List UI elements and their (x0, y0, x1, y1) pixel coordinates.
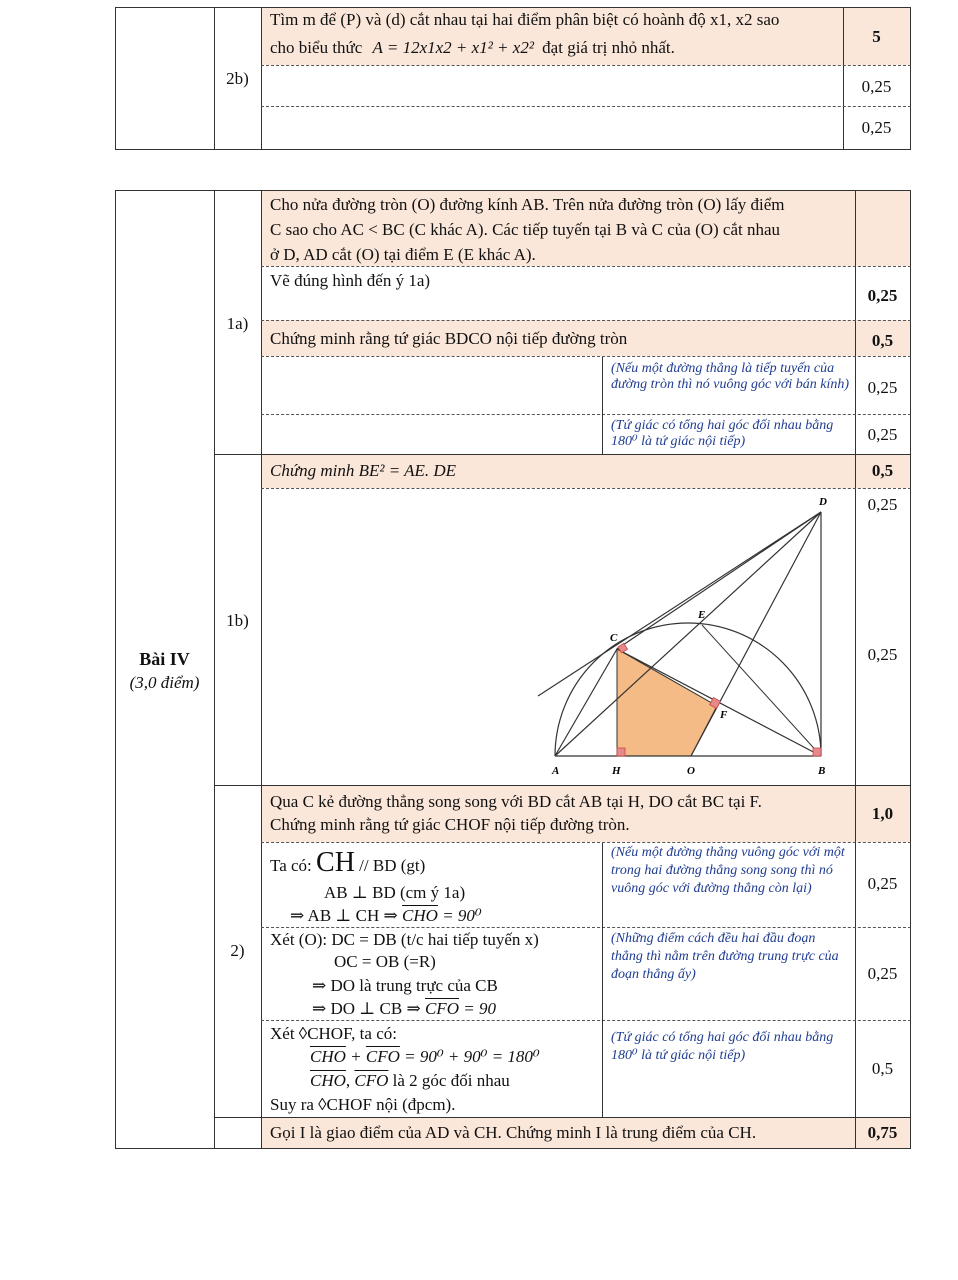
label-o: O (687, 765, 695, 777)
points-last: 0,75 (867, 1123, 898, 1142)
note-perpendicular-bisector: (Những điểm cách đều hai đầu đoạn thẳng thì nằm trên đường trung trực của đoạn thẳng ấy) (611, 931, 839, 982)
points-1b-step2: 0,25 (867, 645, 898, 664)
bai-iv-title: Bài IV (139, 649, 190, 669)
label-2b: 2b) (226, 69, 249, 88)
question-2b-line2: cho biểu thức A = 12x1x2 + x1² + x2² đạt giá trị nhỏ nhất. (270, 38, 675, 57)
geometry-figure (530, 490, 840, 782)
points-2b-step1: 0,25 (861, 77, 892, 96)
points-task-2: 1,0 (871, 804, 894, 823)
points-2b-step2: 0,25 (861, 118, 892, 137)
label-e: E (698, 609, 706, 621)
note-perpendicular-parallel: (Nếu một đường thẳng vuông góc với một trong hai đường thẳng song song thì nó vuông góc với đường thẳng còn lại) (611, 845, 845, 896)
label-d: D (819, 496, 827, 508)
step1-line3: ⇒ AB ⊥ CH ⇒ $\overline{CHO} = 90^0$ (290, 906, 482, 925)
task-draw-figure: Vẽ đúng hình đến ý 1a) (270, 271, 431, 290)
bai-iv-points: (3,0 điểm) (129, 673, 200, 692)
label-a: A (552, 765, 560, 777)
points-note1: 0,25 (867, 378, 898, 397)
task-last: Gọi I là giao điểm của AD và CH. Chứng minh I là trung điểm của CH. (270, 1123, 757, 1142)
note-cyclic-quadrilateral: (Tứ giác có tổng hai góc đối nhau bằng 180⁰ là tứ giác nội tiếp) (611, 418, 834, 449)
label-f: F (720, 709, 728, 721)
points-step1: 0,25 (867, 874, 898, 893)
points-prove-bdco: 0,5 (871, 331, 894, 350)
points-note2: 0,25 (867, 425, 898, 444)
step3-line1: Xét ◊CHOF, ta có: (270, 1024, 397, 1043)
step1-line2: AB ⊥ BD (cm ý 1a) (324, 883, 466, 902)
step3-line4: Suy ra ◊CHOF nội (đpcm). (270, 1095, 456, 1114)
points-draw: 0,25 (867, 286, 898, 305)
label-b: B (818, 765, 826, 777)
points-step3: 0,5 (871, 1059, 894, 1078)
intro-line-1: Cho nửa đường tròn (O) đường kính AB. Trên nửa đường tròn (O) lấy điểm (270, 195, 785, 214)
step2-line2: OC = OB (=R) (334, 952, 436, 971)
step3-line3: $\overline{CHO}$, $\overline{CFO}$ là 2 góc đối nhau (310, 1071, 510, 1090)
points-step2: 0,25 (867, 964, 898, 983)
points-2b-total: 5 (872, 27, 881, 46)
label-2: 2) (230, 941, 245, 960)
intro-line-2: C sao cho AC < BC (C khác A). Các tiếp tuyến tại B và C của (O) cắt nhau (270, 220, 781, 239)
task-2-line2: Chứng minh rằng tứ giác CHOF nội tiếp đường tròn. (270, 815, 630, 834)
step3-line2: $\overline{CHO} + \overline{CFO} = 90^0 + 90^0 = 180^0$ (310, 1047, 540, 1066)
points-prove-be2: 0,5 (871, 461, 894, 480)
points-1b-step1: 0,25 (867, 495, 898, 514)
step1-line1: Ta có: CH // BD (gt) (270, 847, 426, 878)
step2-line3: ⇒ DO là trung trực của CB (312, 976, 498, 995)
task-2-line1: Qua C kẻ đường thẳng song song với BD cắt AB tại H, DO cắt BC tại F. (270, 792, 762, 811)
label-h: H (612, 765, 621, 777)
step2-line4: ⇒ DO ⊥ CB ⇒ $\overline{CFO} = 90$ (312, 999, 496, 1018)
expression-A: A = 12x1x2 + x1² + x2² (372, 38, 534, 57)
task-prove-be2: Chứng minh BE² = AE. DE (270, 461, 457, 480)
task-prove-bdco: Chứng minh rằng tứ giác BDCO nội tiếp đường tròn (270, 329, 628, 348)
label-1a: 1a) (226, 314, 249, 333)
note-tangent-perpendicular: (Nếu một đường thẳng là tiếp tuyến của đường tròn thì nó vuông góc với bán kính) (611, 361, 849, 392)
intro-line-3: ở D, AD cắt (O) tại điểm E (E khác A). (270, 245, 536, 264)
note-cyclic-2: (Tứ giác có tổng hai góc đối nhau bằng 180⁰ là tứ giác nội tiếp) (611, 1030, 834, 1063)
question-2b-line1: Tìm m để (P) và (d) cắt nhau tại hai điểm phân biệt có hoành độ x1, x2 sao (270, 10, 780, 29)
step2-line1: Xét (O): DC = DB (t/c hai tiếp tuyến x) (270, 930, 539, 949)
label-1b: 1b) (226, 611, 249, 630)
label-c: C (610, 632, 618, 644)
